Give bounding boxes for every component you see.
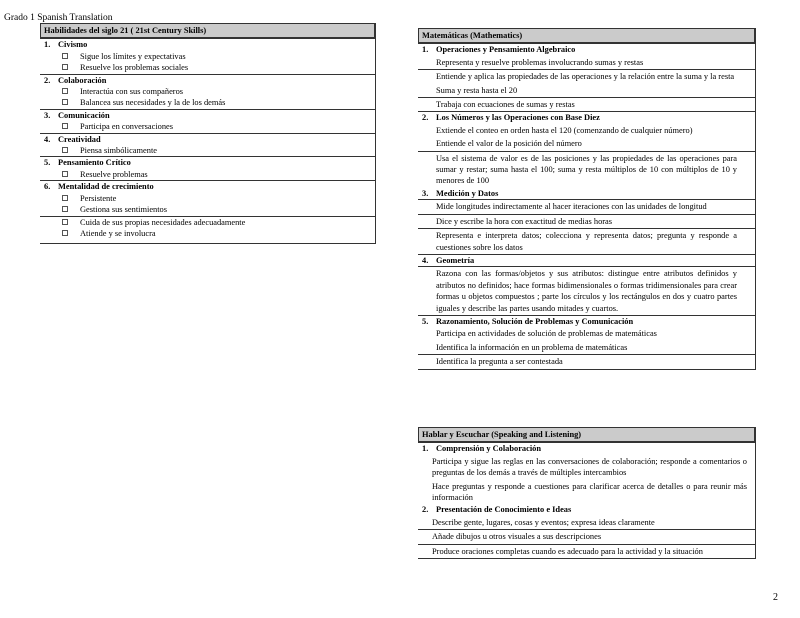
skills-item: Atiende y se involucra [40, 228, 375, 239]
skills-section-3: 3. Comunicación [40, 109, 375, 121]
speaking-section-1: 1. Comprensión y Colaboración [418, 442, 755, 454]
speaking-section-2: 2. Presentación de Conocimiento e Ideas [422, 505, 572, 515]
math-row: Suma y resta hasta el 20 [436, 85, 518, 95]
checkbox-icon [62, 99, 68, 105]
math-section-2: 2. Los Números y las Operaciones con Base Diez [418, 111, 755, 123]
math-row: Representa y resuelve problemas involucrando sumas y restas [436, 57, 644, 67]
skills-section-5: 5. Pensamiento Crítico [40, 156, 375, 168]
checkbox-icon [62, 171, 68, 177]
skills-section-6: 6. Mentalidad de crecimiento [40, 180, 375, 192]
math-row: Identifica la información en un problema de matemáticas [436, 342, 628, 352]
speaking-row: Añade dibujos u otros visuales a sus descripciones [418, 529, 755, 543]
math-row: Participa en actividades de solución de problemas de matemáticas [436, 329, 657, 339]
math-row: Extiende el conteo en orden hasta el 120 (comenzando de cualquier número) [436, 125, 693, 135]
speaking-row: Participa y sigue las reglas en las conversaciones de colaboración; responde a comentarios o preguntas de los demás a través de múltiples intercambios [432, 456, 747, 478]
math-row: Identifica la pregunta a ser contestada [418, 354, 755, 368]
math-section-1: 1. Operaciones y Pensamiento Algebraico [418, 43, 755, 55]
math-row: Representa e interpreta datos; colecciona y representa datos; pregunta y responde a cuestiones sobre los datos [418, 228, 755, 254]
document-title: Grado 1 Spanish Translation [4, 13, 113, 23]
math-row: Mide longitudes indirectamente al hacer iteraciones con las unidades de longitud [418, 199, 755, 213]
skills-item: Balancea sus necesidades y la de los demás [40, 97, 375, 108]
speaking-table [418, 427, 756, 559]
skills-item: Interactúa con sus compañeros [40, 86, 375, 97]
skills-section-1: 1. Civismo [40, 38, 375, 50]
skills-section-2: 2. Colaboración [40, 74, 375, 86]
checkbox-icon [62, 219, 68, 225]
checkbox-icon [62, 88, 68, 94]
math-table [418, 28, 756, 370]
skills-table [40, 23, 376, 244]
checkbox-icon [62, 147, 68, 153]
speaking-row: Hace preguntas y responde a cuestiones para clarificar acerca de detalles o para reunir más información [432, 481, 747, 503]
math-row: Usa el sistema de valor es de las posiciones y las propiedades de las operaciones para sumar y restar; suma hasta el 100; suma y resta múltiplos de 10 con múltiplos de 10 y menores de 100 [418, 151, 755, 188]
math-section-3: 3. Medición y Datos [422, 188, 499, 198]
math-row: Trabaja con ecuaciones de sumas y restas [418, 97, 755, 111]
checkbox-icon [62, 206, 68, 212]
checkbox-icon [62, 195, 68, 201]
page-number: 2 [773, 592, 778, 603]
checkbox-icon [62, 53, 68, 59]
math-row: Dice y escribe la hora con exactitud de medias horas [418, 214, 755, 228]
speaking-table-header: Hablar y Escuchar (Speaking and Listening) [418, 427, 755, 442]
skills-item: Gestiona sus sentimientos [40, 204, 375, 215]
speaking-row: Produce oraciones completas cuando es adecuado para la actividad y la situación [418, 544, 755, 558]
checkbox-icon [62, 123, 68, 129]
skills-item: Cuida de sus propias necesidades adecuadamente [40, 216, 375, 228]
checkbox-icon [62, 230, 68, 236]
skills-table-header: Habilidades del siglo 21 ( 21st Century Skills) [40, 23, 375, 38]
math-section-5: 5. Razonamiento, Solución de Problemas y Comunicación [418, 315, 755, 327]
skills-item: Sigue los límites y expectativas [40, 51, 375, 62]
speaking-row: Describe gente, lugares, cosas y eventos; expresa ideas claramente [432, 517, 655, 527]
skills-item: Participa en conversaciones [40, 121, 375, 132]
math-row: Entiende el valor de la posición del número [436, 139, 582, 149]
math-section-4: 4. Geometría [418, 254, 755, 266]
skills-section-4: 4. Creatividad [40, 133, 375, 145]
skills-item: Piensa simbólicamente [40, 145, 375, 156]
math-row: Entiende y aplica las propiedades de las operaciones y la relación entre la suma y la resta [418, 69, 755, 83]
math-table-header: Matemáticas (Mathematics) [418, 28, 755, 43]
skills-item: Resuelve los problemas sociales [40, 62, 375, 73]
checkbox-icon [62, 64, 68, 70]
math-row: Razona con las formas/objetos y sus atributos: distingue entre atributos definidos y atributos no definidos; hace formas bidimensionales o formas tridimensionales para crear formas u objetos compuestos ; parte los círculos y los rectángulos en dos y cuatro partes iguales y describe las partes usando mitades y cuartos. [418, 266, 755, 315]
skills-item: Resuelve problemas [40, 169, 375, 180]
skills-item: Persistente [40, 193, 375, 204]
